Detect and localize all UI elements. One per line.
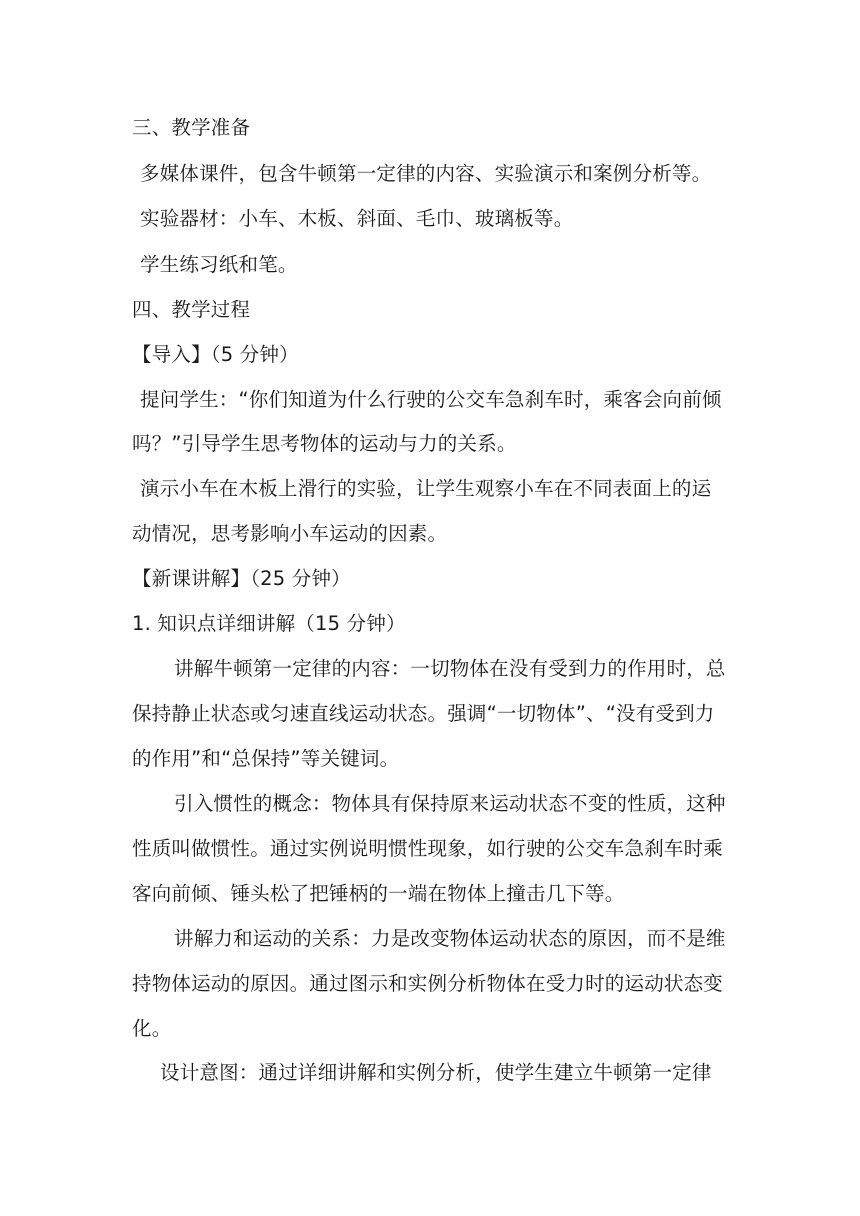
subheading-new-lesson: 【新课讲解】（25 分钟）	[132, 567, 351, 590]
paragraph-line: 讲解力和运动的关系：力是改变物体运动状态的原因，而不是维	[174, 927, 726, 950]
preparation-item-paper: 学生练习纸和笔。	[140, 253, 298, 276]
paragraph-line: 吗？”引导学生思考物体的运动与力的关系。	[132, 432, 517, 455]
section-heading-teaching-process: 四、教学过程	[132, 298, 251, 321]
preparation-item-multimedia: 多媒体课件，包含牛顿第一定律的内容、实验演示和案例分析等。	[140, 162, 712, 185]
paragraph-line: 引入惯性的概念：物体具有保持原来运动状态不变的性质，这种	[174, 792, 726, 815]
paragraph-line: 保持静止状态或匀速直线运动状态。强调“一切物体”、“没有受到力	[132, 702, 715, 725]
paragraph-line: 动情况，思考影响小车运动的因素。	[132, 522, 448, 545]
paragraph-line: 讲解牛顿第一定律的内容：一切物体在没有受到力的作用时，总	[174, 657, 726, 680]
paragraph-line: 客向前倾、锤头松了把锤柄的一端在物体上撞击几下等。	[132, 882, 625, 905]
paragraph-line: 持物体运动的原因。通过图示和实例分析物体在受力时的运动状态变	[132, 972, 724, 995]
preparation-item-equipment: 实验器材：小车、木板、斜面、毛巾、玻璃板等。	[140, 207, 574, 230]
paragraph-line: 化。	[132, 1017, 172, 1040]
subheading-introduction: 【导入】（5 分钟）	[132, 343, 299, 366]
paragraph-line: 的作用”和“总保持”等关键词。	[132, 747, 400, 770]
design-intent-line: 设计意图：通过详细讲解和实例分析，使学生建立牛顿第一定律	[160, 1061, 712, 1084]
subheading-knowledge-points: 1. 知识点详细讲解（15 分钟）	[132, 612, 406, 635]
paragraph-line: 提问学生：“你们知道为什么行驶的公交车急刹车时，乘客会向前倾	[140, 388, 722, 411]
paragraph-line: 演示小车在木板上滑行的实验，让学生观察小车在不同表面上的运	[140, 477, 712, 500]
section-heading-teaching-preparation: 三、教学准备	[132, 116, 251, 139]
paragraph-line: 性质叫做惯性。通过实例说明惯性现象，如行驶的公交车急刹车时乘	[132, 837, 724, 860]
